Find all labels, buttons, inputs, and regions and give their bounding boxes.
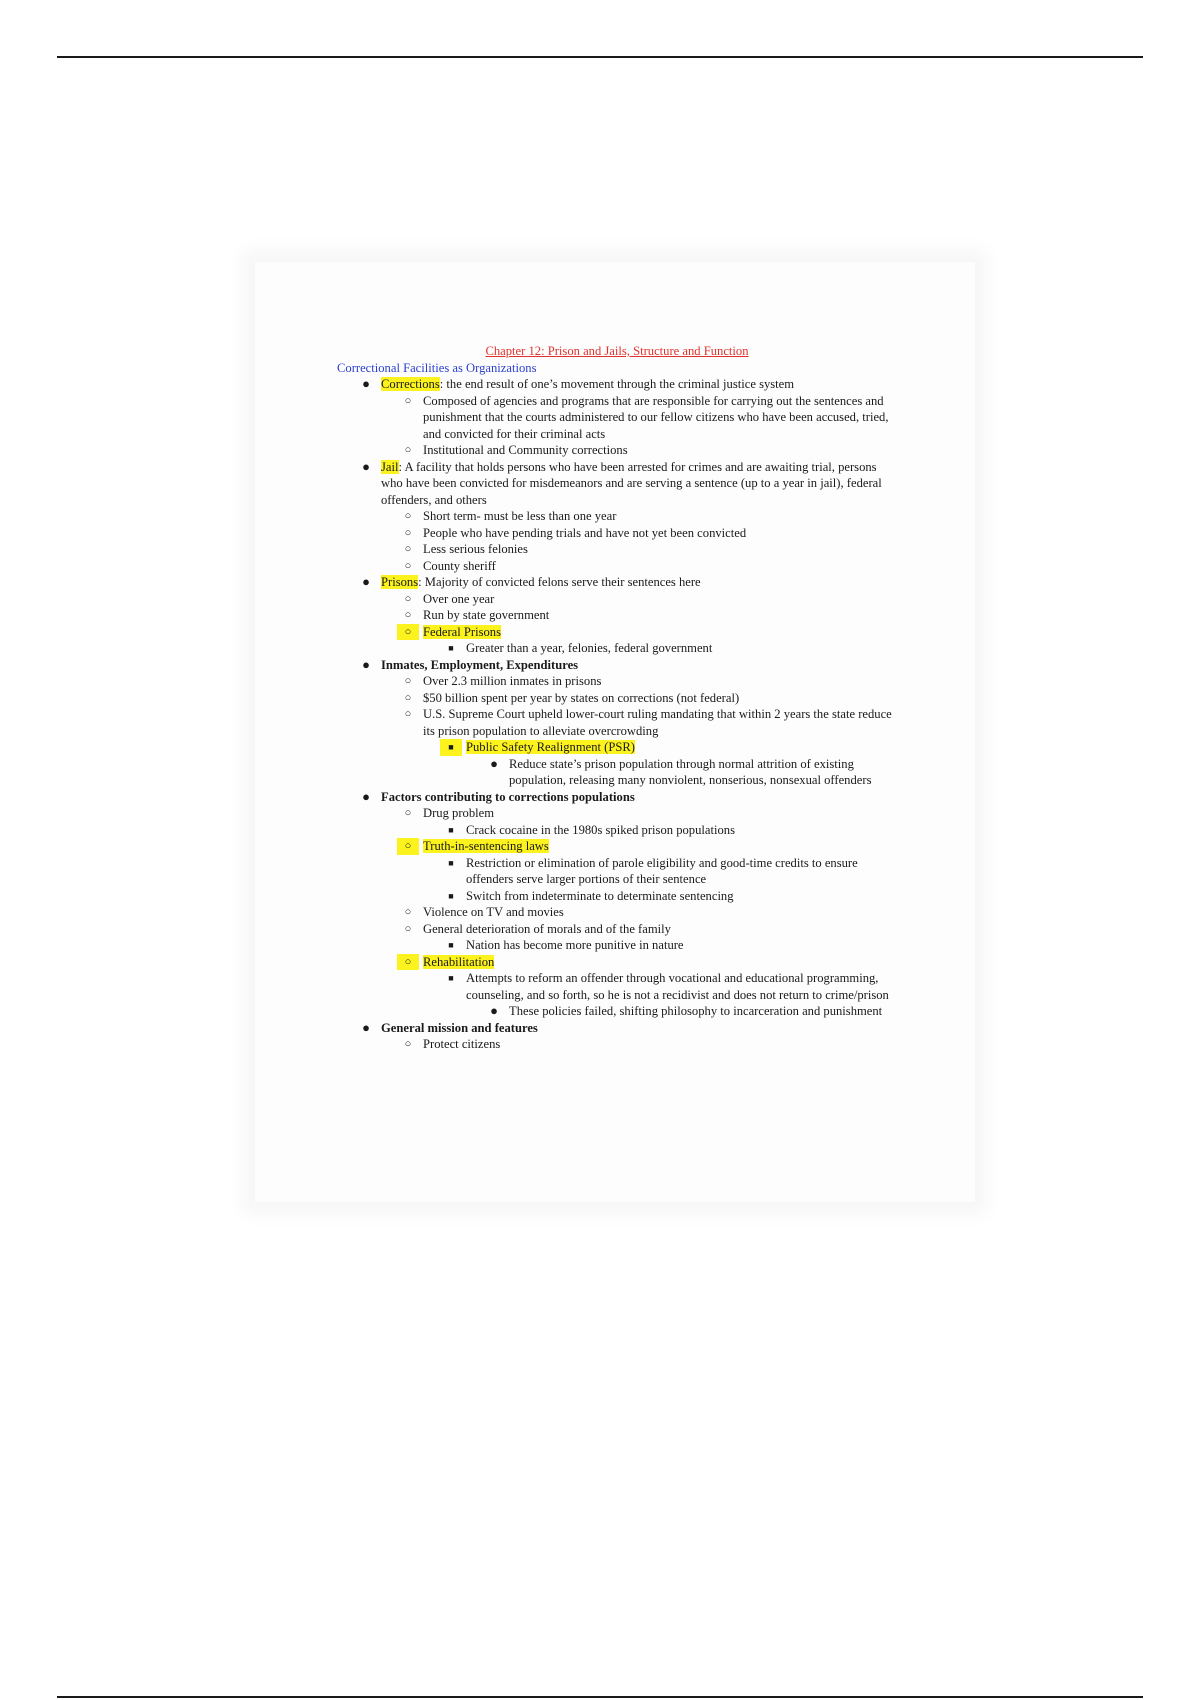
list-item: ○ People who have pending trials and have not yet been convicted (337, 525, 897, 542)
bullet-circle-icon: ○ (404, 906, 412, 918)
bullet-square-icon: ■ (448, 890, 454, 901)
bullet-circle-icon: ○ (404, 592, 412, 605)
list-item: ○ Drug problem (337, 805, 897, 822)
list-item: ■ Nation has become more punitive in nature (337, 937, 897, 954)
list-item: ○ Protect citizens (337, 1036, 897, 1053)
list-item: ○ U.S. Supreme Court upheld lower-court ruling mandating that within 2 years the state reduce its prison population to alleviate overcrowding (337, 706, 897, 739)
list-item: ■ Greater than a year, felonies, federal government (337, 640, 897, 657)
bullet-circle-icon: ○ (397, 838, 419, 855)
list-item: ■ Attempts to reform an offender through vocational and educational programming, counseling, and so forth, so he is not a recidivist and does not return to crime/prison (337, 970, 897, 1003)
top-rule (57, 56, 1143, 58)
bullet-square-icon: ■ (448, 973, 454, 983)
list-item-jail (337, 459, 897, 509)
bullet-circle-icon: ○ (404, 691, 412, 704)
section-heading: Correctional Facilities as Organizations (337, 360, 537, 375)
bullet-circle-icon: ○ (404, 922, 412, 935)
bullet-disc-icon: ● (362, 1019, 370, 1035)
bullet-disc-icon: ● (362, 788, 370, 804)
bullet-disc-icon: ● (490, 755, 498, 771)
list-item: ○ Institutional and Community corrections (337, 442, 897, 459)
def-corrections: : the end result of one’s movement through the criminal justice system (439, 377, 795, 391)
bullet-disc-icon: ● (362, 458, 370, 474)
bullet-disc-icon: ● (362, 574, 370, 589)
bullet-circle-icon: ○ (404, 510, 412, 522)
list-item-corrections (337, 376, 897, 393)
list-item-factors: ● Factors contributing to corrections populations (337, 789, 897, 806)
bullet-circle-icon: ○ (404, 559, 412, 572)
bullet-circle-icon: ○ (404, 675, 412, 687)
bullet-circle-icon: ○ (404, 1038, 412, 1050)
term-corrections: Corrections (381, 377, 440, 391)
list-item: ○ Composed of agencies and programs that are responsible for carrying out the sentences and punishment that the courts administered to our fellow citizens who have been accused, tried, and convicted for their criminal acts (337, 393, 897, 443)
list-item-truth-in-sentencing: ○ Truth-in-sentencing laws (337, 838, 897, 855)
list-item-inmates: ● Inmates, Employment, Expenditures (337, 657, 897, 674)
bullet-square-icon: ■ (448, 643, 454, 653)
bullet-square-icon: ■ (448, 857, 454, 868)
list-item-mission: ● General mission and features (337, 1020, 897, 1037)
bullet-circle-icon: ○ (404, 807, 412, 819)
list-item: ○ Short term- must be less than one year (337, 508, 897, 525)
list-item: ■ Switch from indeterminate to determinate sentencing (337, 888, 897, 905)
bullet-circle-icon: ○ (404, 543, 412, 555)
bullet-disc-icon: ● (362, 656, 370, 672)
list-item: ○ County sheriff (337, 558, 897, 575)
bullet-circle-icon: ○ (404, 708, 412, 720)
list-item: ○ Over one year (337, 591, 897, 608)
list-item-federal-prisons: ○ Federal Prisons (337, 624, 897, 641)
list-item: ○ $50 billion spent per year by states on corrections (not federal) (337, 690, 897, 707)
list-item: ● These policies failed, shifting philosophy to incarceration and punishment (337, 1003, 897, 1020)
list-item: ○ Run by state government (337, 607, 897, 624)
bullet-circle-icon: ○ (397, 954, 419, 971)
bullet-square-icon: ■ (440, 739, 462, 756)
bullet-circle-icon: ○ (397, 624, 419, 641)
bullet-square-icon: ■ (448, 824, 454, 835)
list-item: ○ Less serious felonies (337, 541, 897, 558)
list-item-psr: ■ Public Safety Realignment (PSR) (337, 739, 897, 756)
bullet-circle-icon: ○ (404, 526, 412, 539)
def-jail: : A facility that holds persons who have been arrested for crimes and are awaiting trial, persons who have been convicted for misdemeanors and are serving a sentence (up to a year in jail), federal offenders, and others (381, 459, 882, 507)
list-item: ■ Restriction or elimination of parole eligibility and good-time credits to ensure offenders serve larger portions of their sentence (337, 855, 897, 888)
document-body (337, 343, 897, 1053)
bullet-disc-icon: ● (362, 376, 370, 391)
doc-title: Chapter 12: Prison and Jails, Structure and Function (485, 344, 749, 358)
bullet-disc-icon: ● (490, 1003, 498, 1018)
list-item: ○ General deterioration of morals and of the family (337, 921, 897, 938)
list-item: ■ Crack cocaine in the 1980s spiked prison populations (337, 822, 897, 839)
bottom-rule (57, 1696, 1143, 1698)
bullet-circle-icon: ○ (404, 394, 412, 407)
list-item-prisons (337, 574, 897, 591)
list-item: ○ Over 2.3 million inmates in prisons (337, 673, 897, 690)
bullet-circle-icon: ○ (404, 444, 412, 456)
list-item: ● Reduce state’s prison population through normal attrition of existing population, releasing many nonviolent, nonserious, nonsexual offenders (337, 756, 897, 789)
bullet-square-icon: ■ (448, 940, 454, 950)
bullet-circle-icon: ○ (404, 609, 412, 621)
list-item: ○ Violence on TV and movies (337, 904, 897, 921)
list-item-rehabilitation: ○ Rehabilitation (337, 954, 897, 971)
def-prisons: : Majority of convicted felons serve their sentences here (418, 575, 701, 589)
term-jail: Jail (381, 459, 399, 474)
term-prisons: Prisons (381, 575, 419, 589)
